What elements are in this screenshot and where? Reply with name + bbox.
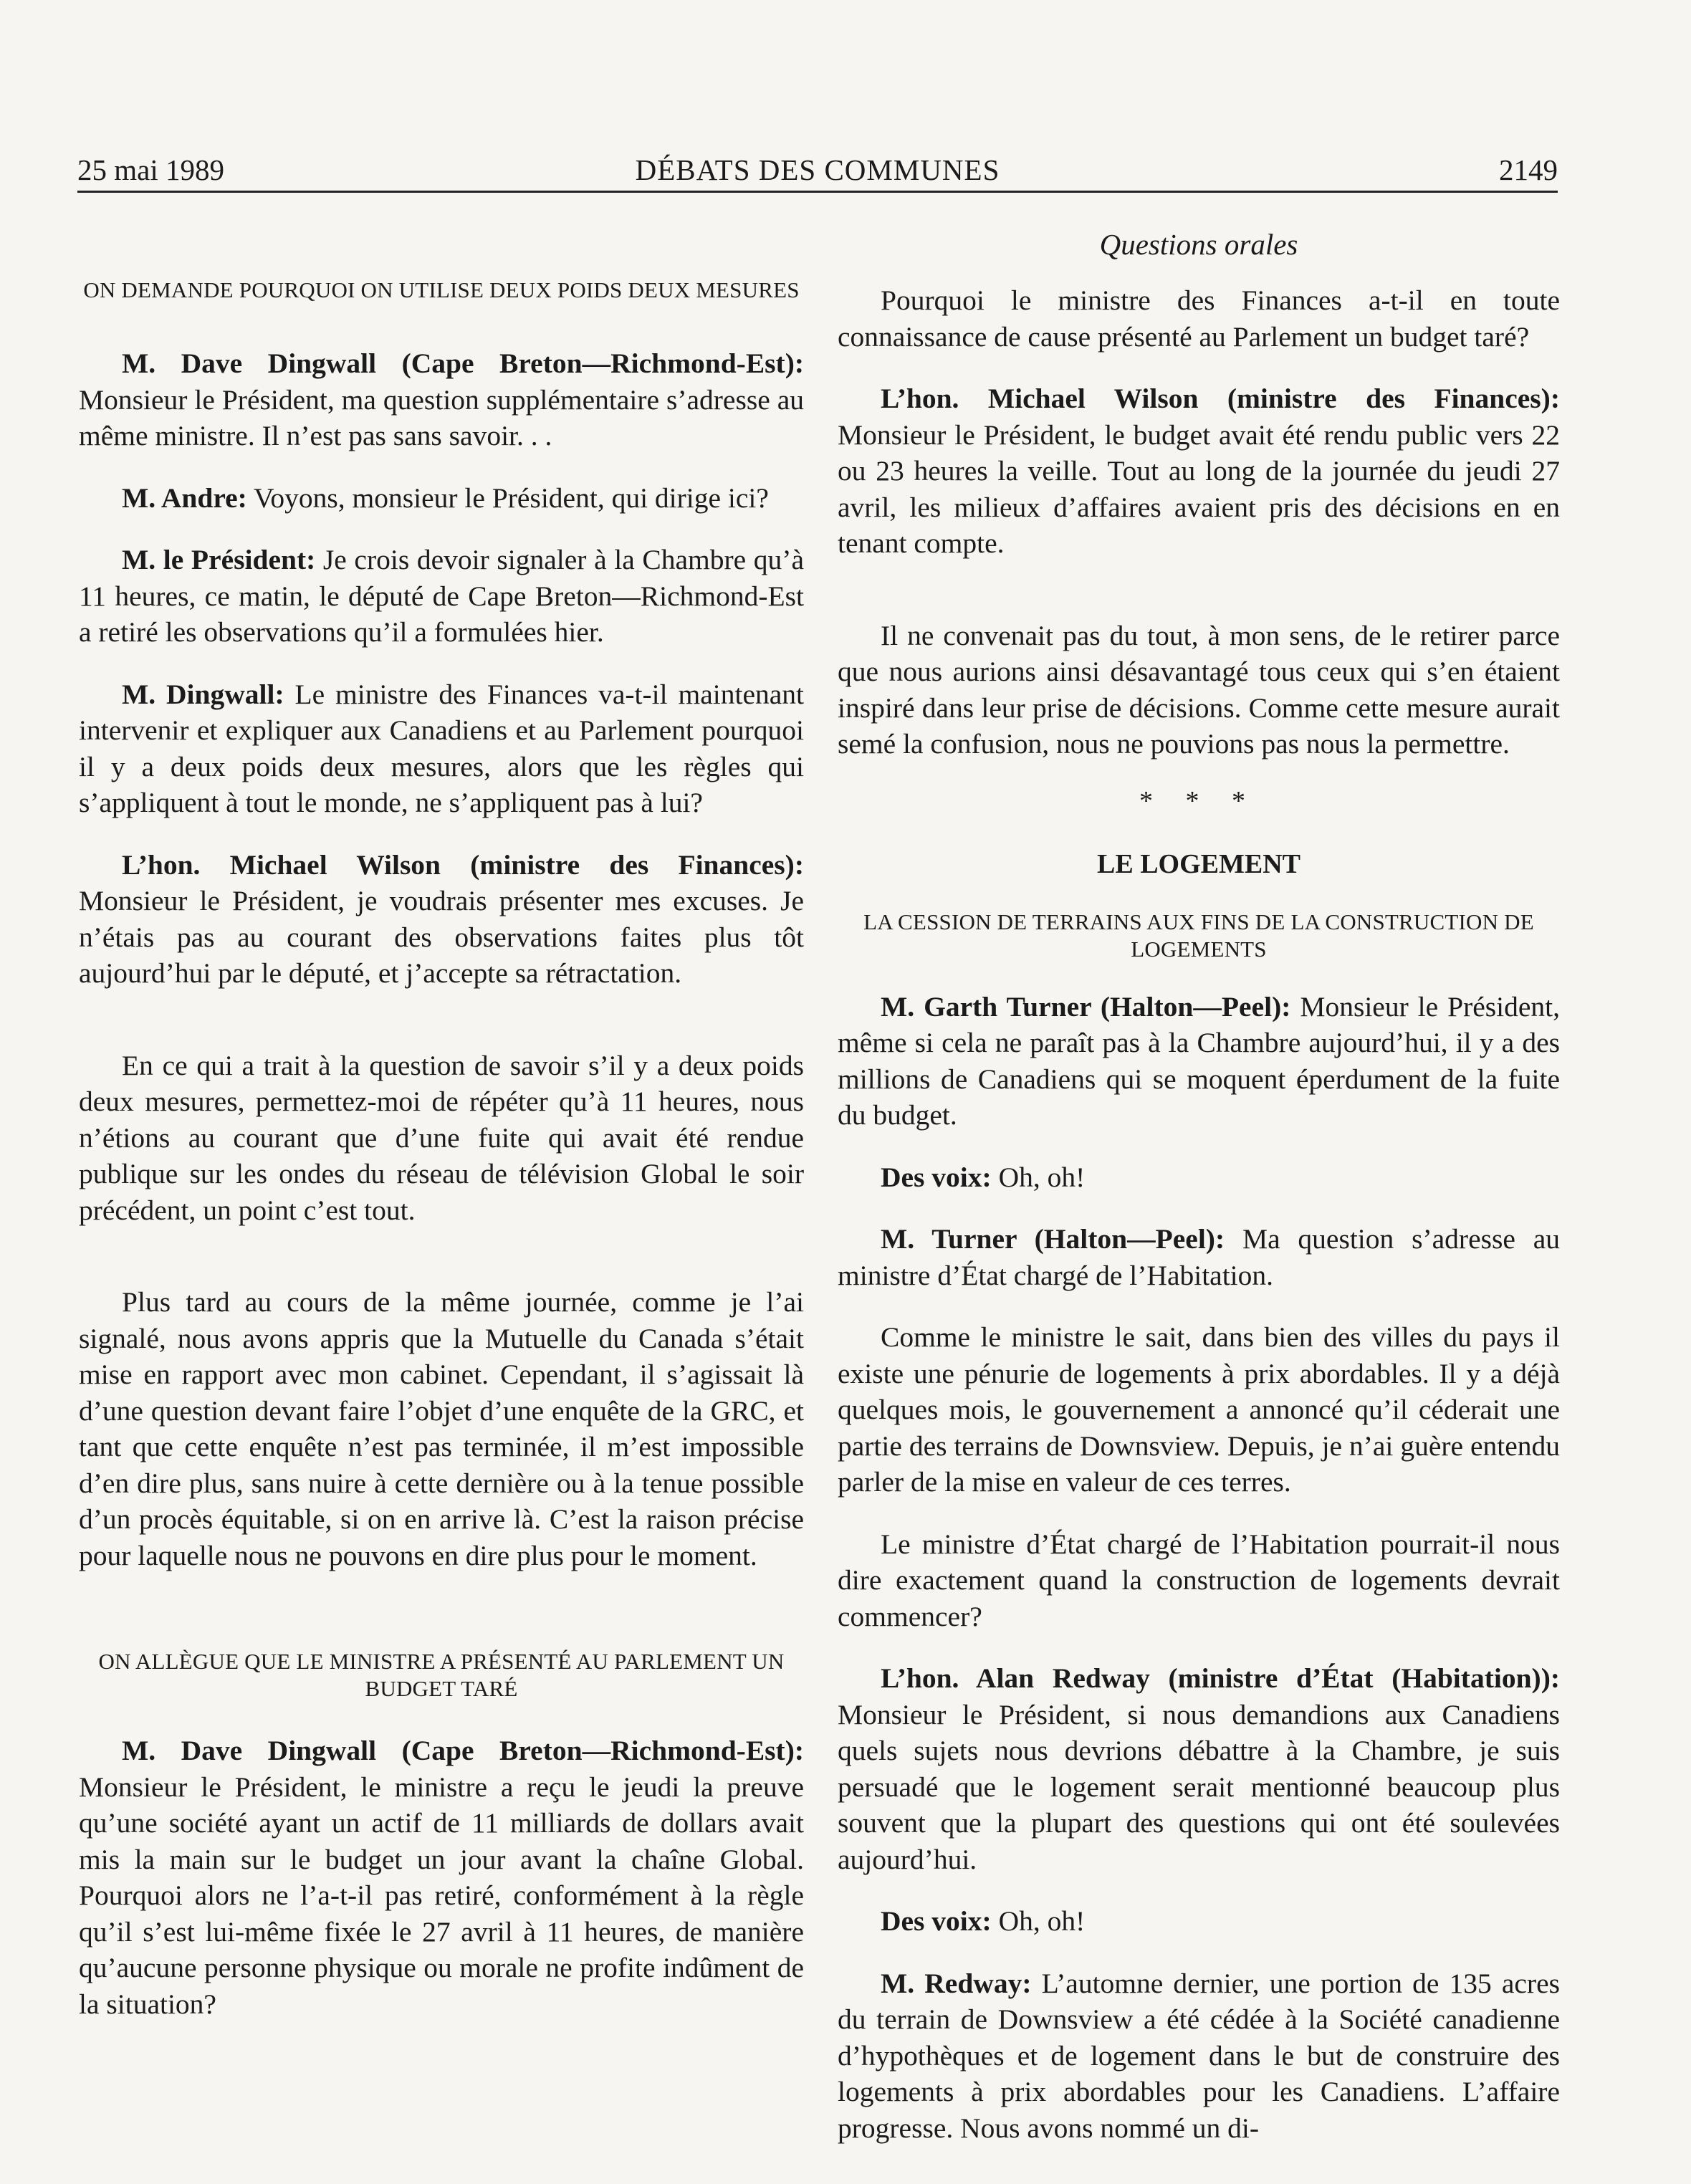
header-page-number: 2149 — [1499, 153, 1558, 186]
subsection-heading-cession: LA CESSION DE TERRAINS AUX FINS DE LA CONSTRUCTION DE LOGEMENTS — [863, 909, 1534, 962]
speaker-name: M. Andre: — [122, 482, 247, 514]
paragraph: Comme le ministre le sait, dans bien des villes du pays il existe une pénurie de logements à prix abordables. Il y a déjà quelques mois, le gouvernement a annoncé qu’il céderait une partie des terrains de Downsview. Depuis, je n’ai guère entendu parler de la mise en valeur de ces terres. — [838, 1321, 1560, 1498]
paragraph: En ce qui a trait à la question de savoir s’il y a deux poids deux mesures, permettez-moi de répéter qu’à 11 heures, nous n’étions au courant que d’une fuite qui avait été rendue publique sur les ondes du réseau de télévision Global le soir précédent, un point c’est tout. — [79, 1049, 804, 1226]
speaker-name: M. Redway: — [881, 1967, 1032, 1999]
paragraph: M. Dave Dingwall (Cape Breton—Richmond-Est): Monsieur le Président, ma question supplémentaire s’adresse au même ministre. Il n’est pas sans savoir. . . — [79, 348, 804, 451]
page-header — [77, 152, 1558, 193]
header-date: 25 mai 1989 — [77, 153, 224, 186]
section-heading-budget-tare: ON ALLÈGUE QUE LE MINISTRE A PRÉSENTÉ AU PARLEMENT UN BUDGET TARÉ — [98, 1649, 785, 1701]
running-head: Questions orales — [1099, 228, 1298, 261]
paragraph: M. Dave Dingwall (Cape Breton—Richmond-Est): Monsieur le Président, le ministre a reçu le jeudi la preuve qu’une société ayant un actif de 11 milliards de dollars avait mis la main sur le budget un jour avant la chaîne Global. Pourquoi alors ne l’a-t-il pas retiré, conformément à la règle qu’il s’est lui-même fixée le 27 avril à 11 heures, de manière qu’aucune personne physique ou morale ne profite indûment de la situation? — [79, 1735, 804, 2020]
section-heading-deux-poids: ON DEMANDE POURQUOI ON UTILISE DEUX POIDS DEUX MESURES — [83, 277, 800, 302]
speaker-name: Des voix: — [881, 1161, 992, 1193]
header-title: DÉBATS DES COMMUNES — [635, 153, 1000, 186]
right-column — [838, 215, 1560, 2146]
speaker-name: L’hon. Michael Wilson (ministre des Finances): — [122, 848, 804, 881]
paragraph: L’hon. Alan Redway (ministre d’État (Habitation)): Monsieur le Président, si nous demandions aux Canadiens quels sujets nous devrions débattre à la Chambre, je suis persuadé que le logement serait mentionné beaucoup plus souvent que la plupart des questions qui ont été soulevées aujourd’hui. — [838, 1662, 1560, 1875]
paragraph: Il ne convenait pas du tout, à mon sens, de le retirer parce que nous aurions ainsi désavantagé tous ceux qui s’en étaient inspiré dans leur prise de décisions. Comme cette mesure aurait semé la confusion, nous ne pouvions pas nous la permettre. — [838, 619, 1560, 760]
speaker-name: L’hon. Michael Wilson (ministre des Finances): — [881, 383, 1560, 414]
speaker-name: M. Dave Dingwall (Cape Breton—Richmond-Est): — [122, 1735, 804, 1766]
section-heading-logement: LE LOGEMENT — [1097, 848, 1300, 879]
paragraph: M. Andre: Voyons, monsieur le Président, qui dirige ici? — [122, 482, 769, 514]
speaker-name: Des voix: — [881, 1905, 992, 1937]
speaker-name: L’hon. Alan Redway (ministre d’État (Habitation)): — [881, 1662, 1560, 1694]
speaker-name: M. Dave Dingwall (Cape Breton—Richmond-Est): — [122, 348, 804, 379]
speaker-name: M. Turner (Halton—Peel): — [881, 1223, 1225, 1255]
section-separator: * * * — [1139, 785, 1258, 816]
paragraph: Des voix: Oh, oh! — [881, 1905, 1086, 1937]
speaker-name: M. Garth Turner (Halton—Peel): — [881, 990, 1291, 1022]
paragraph: Le ministre d’État chargé de l’Habitation pourrait-il nous dire exactement quand la construction de logements devrait commencer? — [838, 1528, 1560, 1632]
paragraph: Plus tard au cours de la même journée, comme je l’ai signalé, nous avons appris que la Mutuelle du Canada s’était mise en rapport avec mon cabinet. Cependant, il s’agissait là d’une question devant faire l’objet d’une enquête de la GRC, et tant que cette enquête n’est pas terminée, il m’est impossible d’en dire plus, sans nuire à cette dernière ou à la tenue possible d’un procès équitable, si on en arrive là. C’est la raison précise pour laquelle nous ne pouvons en dire plus pour le moment. — [79, 1286, 804, 1571]
paragraph: Des voix: Oh, oh! — [881, 1161, 1086, 1193]
paragraph: M. Dingwall: Le ministre des Finances va-t-il maintenant intervenir et expliquer aux Canadiens et au Parlement pourquoi il y a deux poids deux mesures, alors que les règles qui s’appliquent à tout le monde, ne s’appliquent pas à lui? — [79, 678, 804, 818]
speaker-name: M. Dingwall: — [122, 678, 284, 710]
paragraph: M. le Président: Je crois devoir signaler à la Chambre qu’à 11 heures, ce matin, le député de Cape Breton—Richmond-Est a retiré les observations qu’il a formulées hier. — [79, 544, 804, 648]
paragraph: M. Turner (Halton—Peel): Ma question s’adresse au ministre d’État chargé de l’Habitation. — [838, 1223, 1561, 1291]
left-column — [79, 215, 804, 2022]
paragraph: L’hon. Michael Wilson (ministre des Finances): Monsieur le Président, le budget avait été rendu public vers 22 ou 23 heures la veille. Tout au long de la journée du jeudi 27 avril, les milieux d’affaires avaient pris des décisions en en tenant compte. — [838, 383, 1560, 559]
paragraph: L’hon. Michael Wilson (ministre des Finances): Monsieur le Président, je voudrais présenter mes excuses. Je n’étais pas au courant des observations faites plus tôt aujourd’hui par le député, et j’accepte sa rétractation. — [79, 848, 804, 989]
paragraph: M. Garth Turner (Halton—Peel): Monsieur le Président, même si cela ne paraît pas à la Chambre aujourd’hui, il y a des millions de Canadiens qui se moquent éperdument de la fuite du budget. — [838, 990, 1561, 1131]
paragraph: M. Redway: L’automne dernier, une portion de 135 acres du terrain de Downsview a été cédée à la Société canadienne d’hypothèques et de logement dans le but de construire des logements à prix abordables pour les Canadiens. L’affaire progresse. Nous avons nommé un di- — [838, 1967, 1560, 2144]
paragraph: Pourquoi le ministre des Finances a-t-il en toute connaissance de cause présenté au Parlement un budget taré? — [838, 284, 1560, 353]
speaker-name: M. le Président: — [122, 544, 316, 575]
